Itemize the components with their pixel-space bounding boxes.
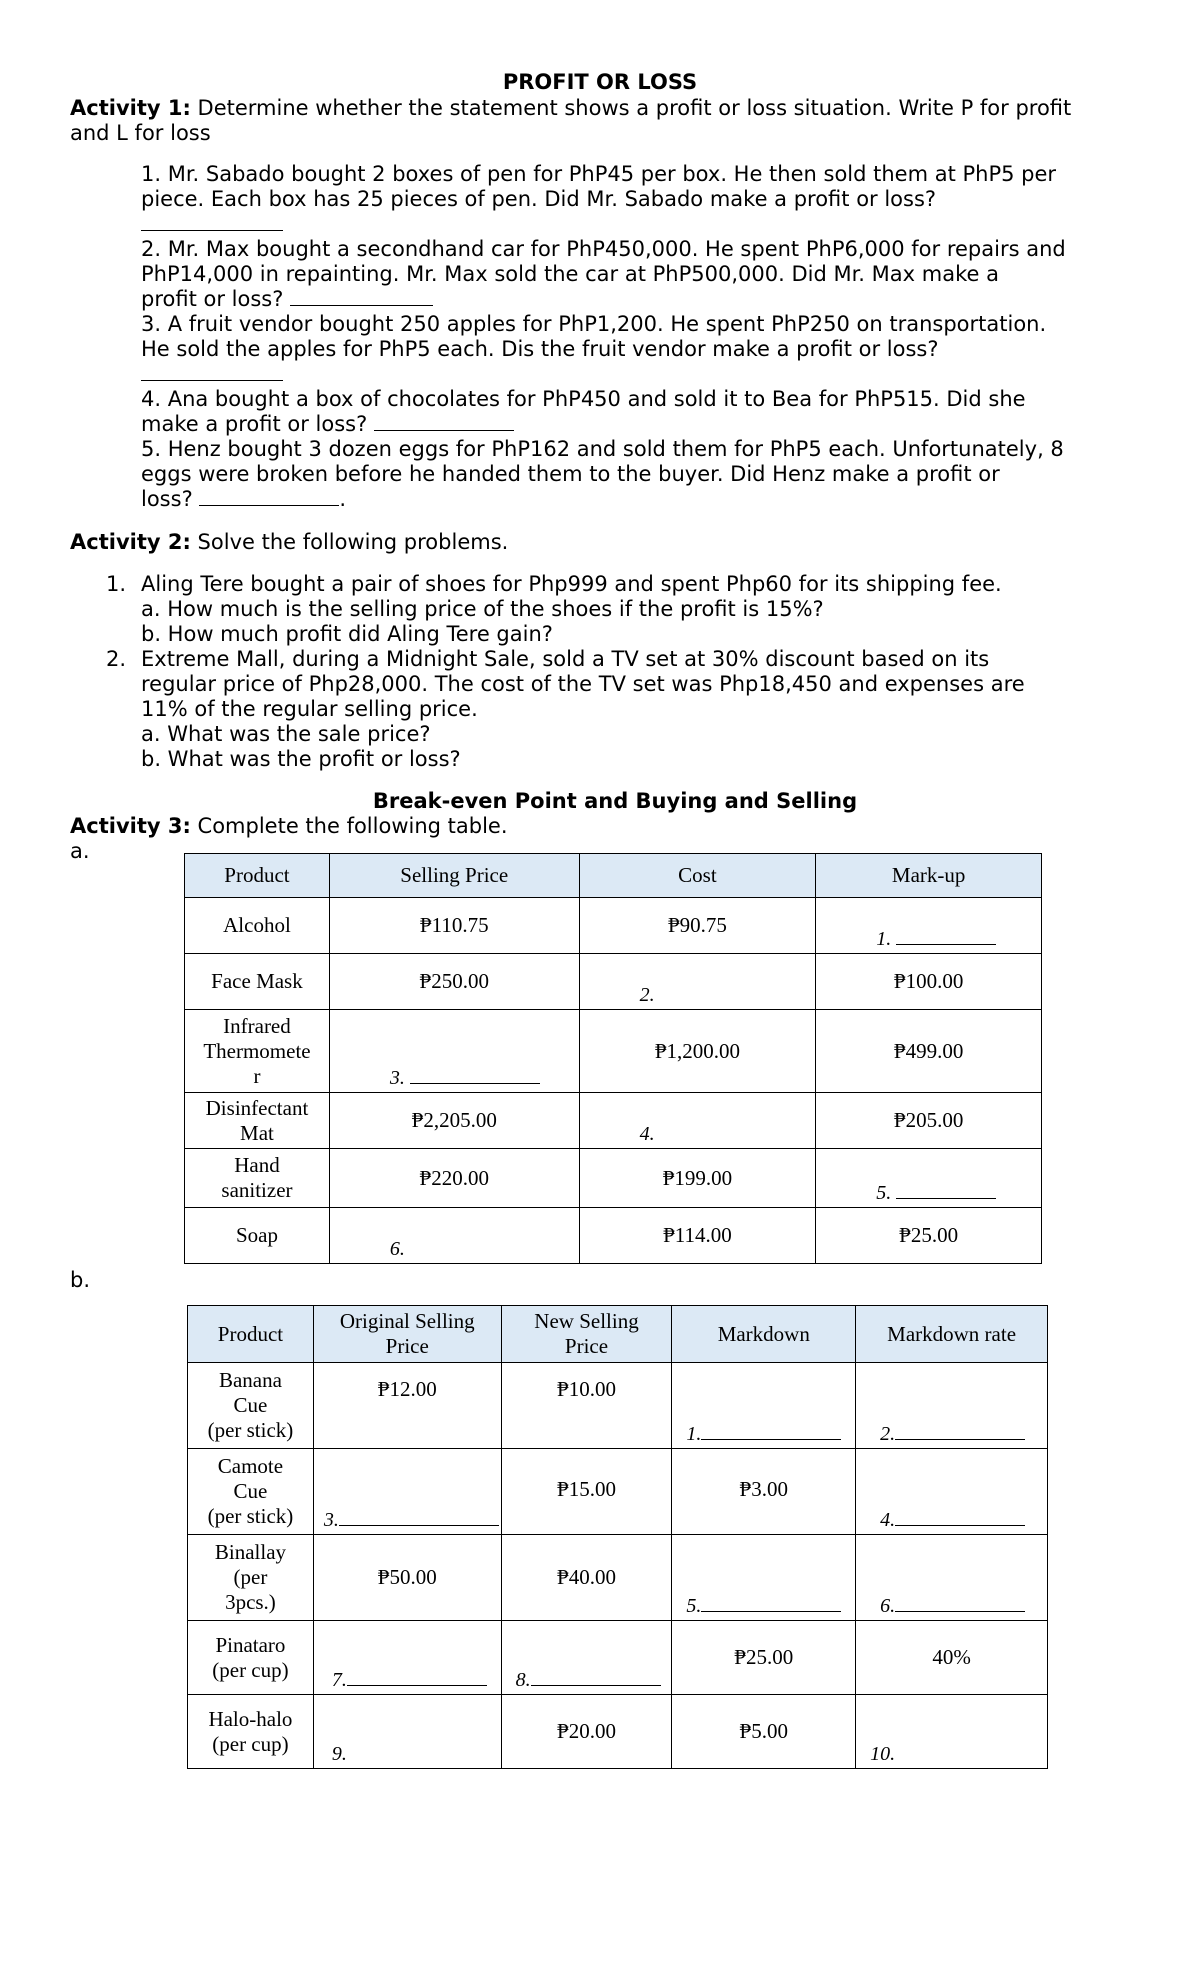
new-price: ₱20.00 <box>557 1719 616 1743</box>
product-line: Binallay <box>214 1540 287 1564</box>
rate-value: 40% <box>932 1645 971 1669</box>
markdown-answer-cell[interactable] <box>672 1535 856 1621</box>
a1-q4-line2 <box>141 412 514 437</box>
selling-price-answer-cell[interactable] <box>329 1208 579 1264</box>
selling-price-cell: ₱250.00 <box>329 954 579 1010</box>
a1-q1-line2: piece. Each box has 25 pieces of pen. Did Mr. Sabado make a profit or loss? <box>141 187 937 211</box>
activity1-instruction <box>70 96 1071 121</box>
selling-price-cell: ₱220.00 <box>329 1149 579 1208</box>
answer-number: 3. <box>389 1067 405 1089</box>
a1-q5-line2: eggs were broken before he handed them to the buyer. Did Henz make a profit or <box>141 462 1000 486</box>
rate-answer-cell[interactable] <box>856 1449 1048 1535</box>
selling-price-cell: ₱110.75 <box>329 898 579 954</box>
product-line: Disinfectant <box>205 1095 309 1120</box>
activity3-instruction-text: Complete the following table. <box>190 814 508 838</box>
header-product: Product <box>185 854 330 898</box>
activity2-instruction <box>70 530 508 555</box>
product-line: Camote <box>217 1454 284 1478</box>
activity2-instruction-text: Solve the following problems. <box>190 530 509 554</box>
new-price: ₱10.00 <box>557 1377 616 1401</box>
table-row <box>185 1093 1042 1149</box>
part-b-label: b. <box>70 1268 91 1292</box>
markup-cell: ₱100.00 <box>816 954 1042 1010</box>
markdown-answer-cell[interactable] <box>672 1363 856 1449</box>
cost-answer-cell[interactable] <box>579 1093 816 1149</box>
product-cell <box>188 1535 314 1621</box>
table-row <box>185 1010 1042 1093</box>
a2-q2-line3: 11% of the regular selling price. <box>141 697 478 721</box>
product-line: Infrared <box>223 1013 291 1038</box>
markdown-cell <box>672 1621 856 1695</box>
markdown-value: ₱25.00 <box>734 1645 794 1669</box>
a1-q2-line3 <box>141 287 433 312</box>
a2-q1-number: 1. <box>106 572 127 596</box>
answer-number: 9. <box>331 1743 347 1765</box>
product-cell <box>188 1449 314 1535</box>
markup-answer-cell[interactable] <box>816 898 1042 954</box>
product-line: (per cup) <box>212 1657 289 1682</box>
a2-q2-line1: Extreme Mall, during a Midnight Sale, sold a TV set at 30% discount based on its <box>141 647 990 671</box>
section-title: Break-even Point and Buying and Selling <box>372 789 858 813</box>
original-price: ₱12.00 <box>377 1377 437 1401</box>
markdown-value: ₱5.00 <box>739 1719 788 1743</box>
rate-answer-cell[interactable] <box>856 1363 1048 1449</box>
answer-number: 8. <box>515 1669 531 1691</box>
a1-q5-line3-text: loss? <box>141 487 193 511</box>
a2-q2-line2: regular price of Php28,000. The cost of the TV set was Php18,450 and expenses are <box>141 672 1025 696</box>
markup-table <box>184 853 1042 1264</box>
a1-q1-answer-blank[interactable] <box>141 212 283 237</box>
table-row <box>185 1208 1042 1264</box>
table-row <box>188 1535 1048 1621</box>
product-line: Cue <box>233 1393 268 1417</box>
header-line: New Selling <box>534 1309 639 1333</box>
a1-q5-line1: 5. Henz bought 3 dozen eggs for PhP162 and sold them for PhP5 each. Unfortunately, 8 <box>141 437 1064 461</box>
answer-number: 5. <box>686 1595 702 1617</box>
table-row <box>188 1449 1048 1535</box>
a1-q2-line2: PhP14,000 in repainting. Mr. Max sold the car at PhP500,000. Did Mr. Max make a <box>141 262 999 286</box>
table-row <box>185 898 1042 954</box>
product-line: (per <box>233 1565 268 1589</box>
table-row <box>185 954 1042 1010</box>
cost-cell: ₱1,200.00 <box>579 1010 816 1093</box>
a1-q4-line2-text: make a profit or loss? <box>141 412 368 436</box>
a1-q5-line3 <box>141 487 346 512</box>
original-price-answer-cell[interactable] <box>313 1695 501 1769</box>
header-markdown-rate: Markdown rate <box>856 1306 1048 1363</box>
a2-q2-b: b. What was the profit or loss? <box>141 747 461 771</box>
new-price-cell <box>501 1449 672 1535</box>
markdown-value: ₱3.00 <box>739 1477 788 1501</box>
product-line: (per stick) <box>207 1504 294 1528</box>
product-line: Mat <box>240 1120 274 1145</box>
activity1-instruction-text: Determine whether the statement shows a profit or loss situation. Write P for profit <box>190 96 1072 120</box>
answer-number: 5. <box>876 1182 892 1204</box>
product-cell: Soap <box>185 1208 330 1264</box>
markup-cell: ₱205.00 <box>816 1093 1042 1149</box>
activity3-label: Activity 3: <box>70 814 191 838</box>
activity3-instruction <box>70 814 508 839</box>
new-price: ₱40.00 <box>557 1565 616 1589</box>
answer-number: 6. <box>880 1595 896 1617</box>
a1-q5-answer-blank[interactable] <box>199 487 339 506</box>
markup-cell: ₱499.00 <box>816 1010 1042 1093</box>
markup-answer-cell[interactable] <box>816 1149 1042 1208</box>
product-line: (per cup) <box>212 1731 289 1756</box>
page-title: PROFIT OR LOSS <box>502 70 698 94</box>
a1-q3-line2: He sold the apples for PhP5 each. Dis the fruit vendor make a profit or loss? <box>141 337 939 361</box>
a1-q3-line1: 3. A fruit vendor bought 250 apples for PhP1,200. He spent PhP250 on transportation. <box>141 312 1047 336</box>
part-a-label: a. <box>70 839 90 863</box>
a1-q4-answer-blank[interactable] <box>374 412 514 431</box>
new-price-answer-cell[interactable] <box>501 1621 672 1695</box>
product-line: 3pcs.) <box>225 1590 276 1614</box>
product-cell <box>188 1363 314 1449</box>
product-cell <box>188 1621 314 1695</box>
new-price-cell <box>501 1695 672 1769</box>
a1-q5-period: . <box>339 487 347 511</box>
product-line: Halo-halo <box>208 1706 293 1731</box>
table-row <box>188 1621 1048 1695</box>
original-price-cell <box>313 1535 501 1621</box>
a1-q2-answer-blank[interactable] <box>290 287 433 306</box>
header-cost: Cost <box>579 854 816 898</box>
original-price-cell <box>313 1363 501 1449</box>
header-product: Product <box>188 1306 314 1363</box>
a2-q1-line1: Aling Tere bought a pair of shoes for Php999 and spent Php60 for its shipping fee. <box>141 572 1002 596</box>
a2-q2-number: 2. <box>106 647 127 671</box>
a2-q2-a: a. What was the sale price? <box>141 722 431 746</box>
a1-q2-line3-text: profit or loss? <box>141 287 284 311</box>
original-price-answer-cell[interactable] <box>313 1621 501 1695</box>
activity1-label: Activity 1: <box>70 96 191 120</box>
product-cell <box>185 1093 330 1149</box>
product-cell <box>185 1010 330 1093</box>
answer-number: 2. <box>880 1423 896 1445</box>
answer-number: 4. <box>639 1123 655 1145</box>
header-line: Price <box>385 1334 429 1358</box>
product-line: Cue <box>233 1479 268 1503</box>
product-line: r <box>253 1063 261 1088</box>
markup-cell: ₱25.00 <box>816 1208 1042 1264</box>
selling-price-answer-cell[interactable] <box>329 1010 579 1093</box>
answer-number: 4. <box>880 1509 896 1531</box>
markdown-cell <box>672 1449 856 1535</box>
selling-price-cell: ₱2,205.00 <box>329 1093 579 1149</box>
table-row <box>188 1695 1048 1769</box>
answer-number: 1. <box>876 928 892 950</box>
header-markup: Mark-up <box>816 854 1042 898</box>
new-price-cell <box>501 1535 672 1621</box>
answer-number: 2. <box>639 984 655 1006</box>
product-cell <box>188 1695 314 1769</box>
table-row <box>188 1363 1048 1449</box>
header-line: Price <box>564 1334 609 1358</box>
a1-q4-line1: 4. Ana bought a box of chocolates for PhP450 and sold it to Bea for PhP515. Did she <box>141 387 1026 411</box>
rate-answer-cell[interactable] <box>856 1695 1048 1769</box>
answer-number: 3. <box>323 1509 339 1531</box>
header-line: Original Selling <box>339 1309 475 1333</box>
product-line: Banana <box>218 1368 282 1392</box>
cost-cell: ₱199.00 <box>579 1149 816 1208</box>
answer-number: 1. <box>686 1423 702 1445</box>
product-line: (per stick) <box>207 1418 294 1442</box>
cost-cell: ₱90.75 <box>579 898 816 954</box>
a1-q2-line1: 2. Mr. Max bought a secondhand car for PhP450,000. He spent PhP6,000 for repairs and <box>141 237 1066 261</box>
activity1-instruction-line2: and L for loss <box>70 121 211 145</box>
original-price-answer-cell[interactable] <box>313 1449 501 1535</box>
a2-q1-b: b. How much profit did Aling Tere gain? <box>141 622 553 646</box>
product-line: Thermomete <box>203 1038 311 1063</box>
product-line: Pinataro <box>215 1632 286 1657</box>
markup-table-header <box>185 854 1042 898</box>
markdown-table <box>187 1305 1048 1769</box>
answer-number: 10. <box>870 1743 896 1765</box>
product-line: Hand <box>234 1153 280 1177</box>
header-markdown: Markdown <box>672 1306 856 1363</box>
product-cell: Alcohol <box>185 898 330 954</box>
header-selling-price: Selling Price <box>329 854 579 898</box>
a1-q3-answer-blank[interactable] <box>141 362 283 387</box>
rate-cell <box>856 1621 1048 1695</box>
new-price: ₱15.00 <box>557 1477 616 1501</box>
original-price: ₱50.00 <box>377 1565 437 1589</box>
rate-answer-cell[interactable] <box>856 1535 1048 1621</box>
product-cell: Face Mask <box>185 954 330 1010</box>
answer-number: 7. <box>331 1669 347 1691</box>
activity2-label: Activity 2: <box>70 530 191 554</box>
markdown-table-header <box>188 1306 1048 1363</box>
header-original-selling-price <box>313 1306 501 1363</box>
markdown-cell <box>672 1695 856 1769</box>
product-cell <box>185 1149 330 1208</box>
cost-cell: ₱114.00 <box>579 1208 816 1264</box>
a1-q1-line1: 1. Mr. Sabado bought 2 boxes of pen for PhP45 per box. He then sold them at PhP5 per <box>141 162 1057 186</box>
new-price-cell <box>501 1363 672 1449</box>
product-line: sanitizer <box>221 1178 293 1202</box>
answer-number: 6. <box>389 1238 405 1260</box>
header-new-selling-price <box>501 1306 672 1363</box>
a2-q1-a: a. How much is the selling price of the shoes if the profit is 15%? <box>141 597 824 621</box>
table-row <box>185 1149 1042 1208</box>
cost-answer-cell[interactable] <box>579 954 816 1010</box>
